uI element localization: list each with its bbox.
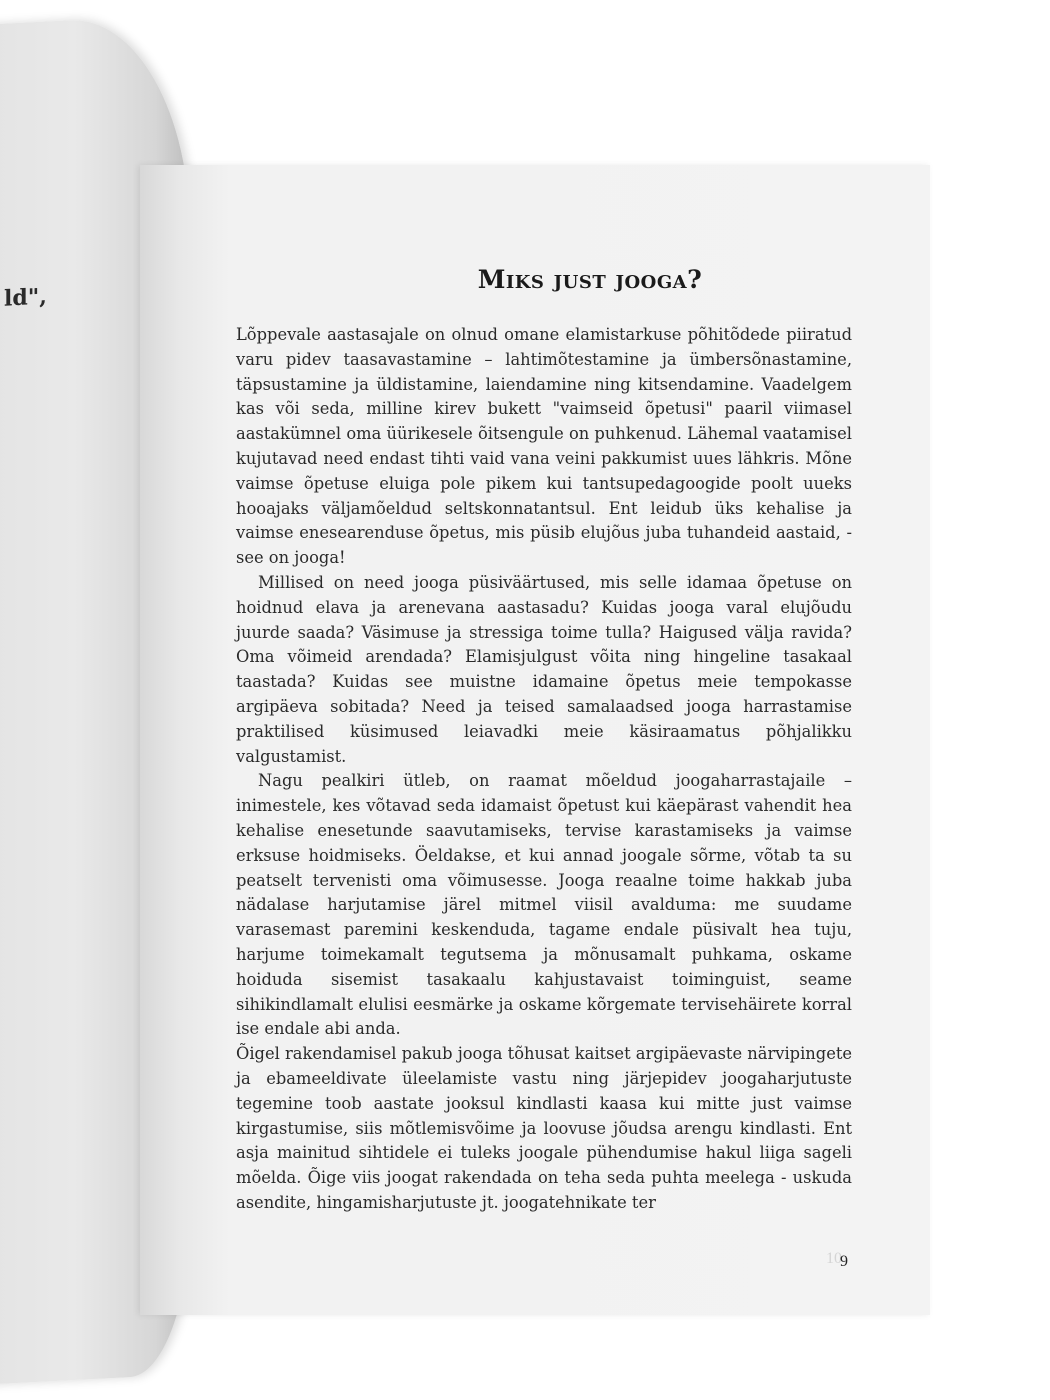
show-through-page-number: 10 [826,1250,842,1267]
paragraph: Õigel rakendamisel pakub jooga tõhusat kaitset argipäevaste närvipingete ja ebameeldivate üleelamiste vastu ning järjepidev joogaharjutuste tegemine toob aastate jooksul kindlasti kaasa kui mitte just vaimse kirgastumise, siis mõtlemisvõime ja loovuse jõudsa arengu kindlasti. Ent asja mainitud sihtidele ei tuleks joogale pühendumise hakul liiga sageli mõelda. Õige viis joogat rakendada on teha seda puhta meelega - uskuda asendite, hingamisharjutuste jt. joogatehnikate ter [236,1044,853,1212]
book-page [140,165,930,1315]
paragraph: Lõppevale aastasajale on olnud omane elamistarkuse põhitõdede piiratud varu pidev taasavastamine – lahtimõtestamine ja ümbersõnastamine, täpsustamine ja üldistamine, laiendamine ning kitsendamine. Vaadelgem kas või seda, milline kirev bukett "vaimseid õpetusi" paaril viimasel aastakümnel oma üürikesele õitsengule on puhkenud. Lähemal vaatamisel kujutavad need endast tihti vaid vana veini pakkumist uues lähkris. Mõne vaimse õpetuse eluiga pole pikem kui tantsupedagoogide poolt uueks hooajaks väljamõeldud seltskonnatantsul. Ent leidub üks kehalise ja vaimse enesearenduse õpetus, mis püsib elujõus juba tuhandeid aastaid, - see on jooga! [236,325,852,568]
page-number: 9 [840,1253,848,1270]
page-body [236,323,852,1216]
previous-page-text-fragment: ld", [4,283,47,312]
paragraph: Millised on need jooga püsiväärtused, mis selle idamaa õpetuse on hoidnud elava ja arenevana aastasadu? Kuidas jooga varal elujõudu juurde saada? Väsimuse ja stressiga toime tulla? Haigused välja ravida? Oma võimeid arendada? Elamisjulgust võita ning hingeline tasakaal taastada? Kuidas see muistne idamaine õpetus meie tempokasse argipäeva sobitada? Need ja teised samalaadsed jooga harrastamise praktilised küsimused leiavadki meie käsiraamatus põhjalikku valgustamist. [236,572,852,766]
paragraph: Nagu pealkiri ütleb, on raamat mõeldud joogaharrastajaile – inimestele, kes võtavad seda idamaist õpetust kui käepärast vahendit hea kehalise enesetunde saavutamiseks, tervise karastamiseks ja vaimse erksuse hoidmiseks. Öeldakse, et kui annad joogale sõrme, võtab ta su peatselt tervenisti oma võimusesse. Jooga reaalne toime hakkab juba nädalase harjutamise järel mitmel viisil avalduma: me suudame varasemast paremini keskenduda, tagame endale püsivalt hea tuju, harjume toimekamalt tegutsema ja mõnusamalt puhkama, oskame hoiduda sisemist tasakaalu kahjustavaist toiminguist, seame sihikindlamalt elulisi eesmärke ja oskame kõrgemate tervisehäirete korral ise endale abi anda. [236,771,852,1039]
page-title: Miks just jooga? [477,265,703,294]
